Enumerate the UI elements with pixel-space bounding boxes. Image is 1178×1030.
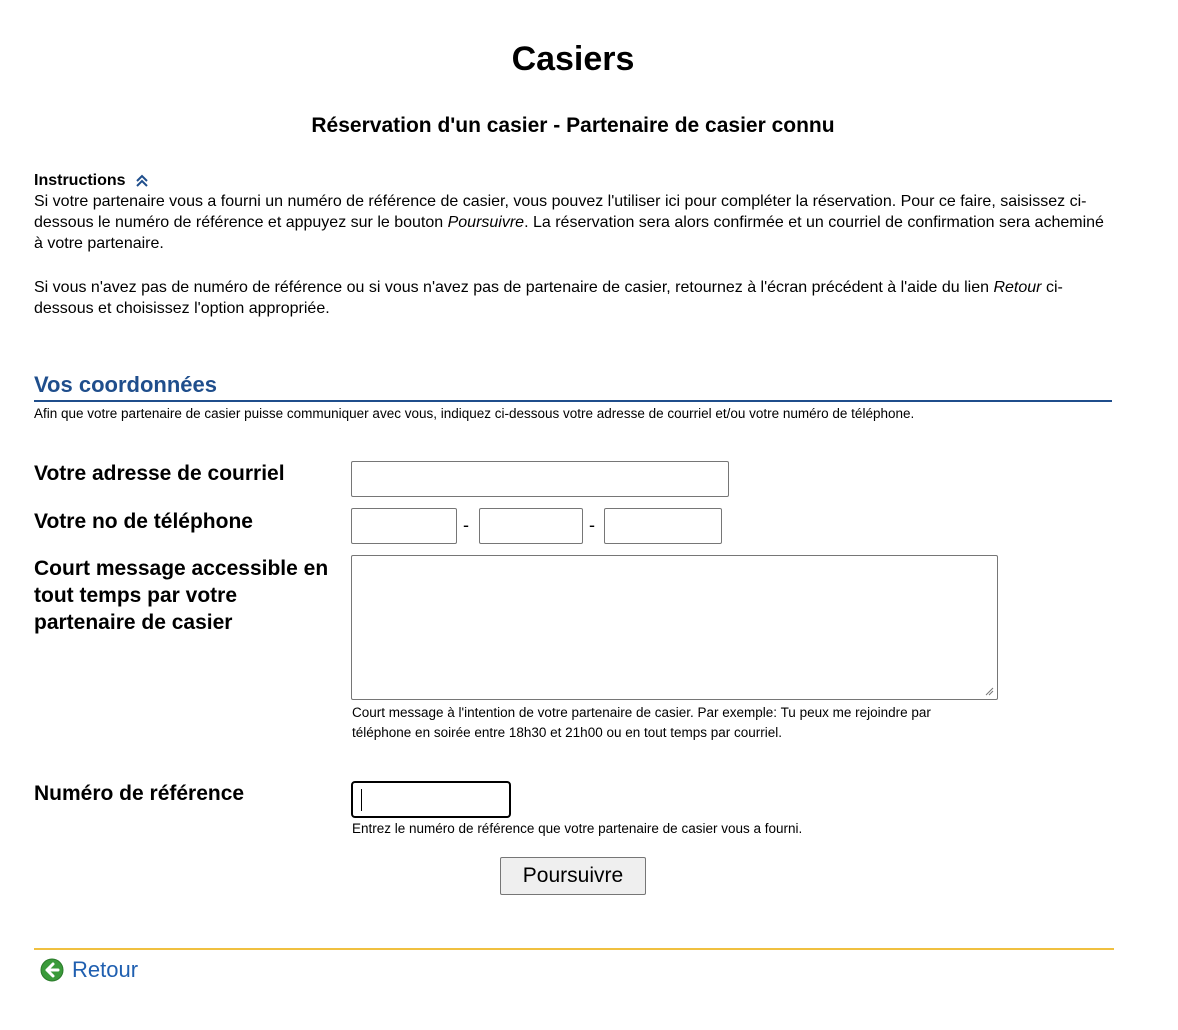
- phone-separator: -: [589, 515, 595, 535]
- resize-grip-icon[interactable]: [984, 686, 994, 696]
- back-link-label: Retour: [72, 957, 139, 982]
- message-label: Court message accessible en tout temps par votre partenaire de casier: [34, 557, 329, 634]
- email-field[interactable]: [351, 461, 729, 497]
- reference-help-text: Entrez le numéro de référence que votre partenaire de casier vous a fourni.: [352, 821, 803, 836]
- instructions-heading: Instructions: [34, 172, 126, 189]
- divider: [34, 948, 1114, 950]
- section-title: Vos coordonnées: [34, 371, 1112, 402]
- section-note: Afin que votre partenaire de casier puisse communiquer avec vous, indiquez ci-dessous votre adresse de courriel et/ou votre numéro de téléphone.: [34, 406, 915, 421]
- back-arrow-icon: [40, 958, 64, 982]
- reference-number-field[interactable]: [351, 781, 511, 818]
- email-label: Votre adresse de courriel: [34, 462, 285, 485]
- poursuivre-button[interactable]: Poursuivre: [500, 857, 646, 895]
- phone-label: Votre no de téléphone: [34, 510, 253, 533]
- instructions-paragraph-1: Si votre partenaire vous a fourni un numéro de référence de casier, vous pouvez l'utiliser ici pour compléter la réservation. Pour ce faire, saisissez ci-dessous le numéro de référence et appuyez sur le bouton Poursuivre. La réservation sera alors confirmée et un courriel de confirmation sera acheminé à votre partenaire.: [34, 193, 1104, 252]
- instructions-paragraph-2: Si vous n'avez pas de numéro de référence ou si vous n'avez pas de partenaire de casier, retournez à l'écran précédent à l'aide du lien Retour ci-dessous et choisissez l'option appropriée.: [34, 279, 1063, 317]
- page-title: Casiers: [511, 40, 635, 78]
- message-help-text: Court message à l'intention de votre partenaire de casier. Par exemple: Tu peux me rejoindre par téléphone en soirée entre 18h30 et 21h00 ou en tout temps par courriel.: [352, 705, 931, 740]
- phone-line-field[interactable]: [604, 508, 722, 544]
- instructions-toggle[interactable]: [34, 170, 1114, 191]
- back-link[interactable]: [40, 957, 138, 983]
- page-subtitle: Réservation d'un casier - Partenaire de casier connu: [311, 114, 835, 137]
- text-caret: [361, 789, 362, 811]
- reference-label: Numéro de référence: [34, 782, 245, 805]
- double-chevron-up-icon[interactable]: [134, 174, 150, 188]
- instructions-panel: [34, 170, 1114, 319]
- phone-separator: -: [463, 515, 469, 535]
- phone-prefix-field[interactable]: [479, 508, 583, 544]
- message-textarea[interactable]: [351, 555, 998, 700]
- phone-area-code-field[interactable]: [351, 508, 457, 544]
